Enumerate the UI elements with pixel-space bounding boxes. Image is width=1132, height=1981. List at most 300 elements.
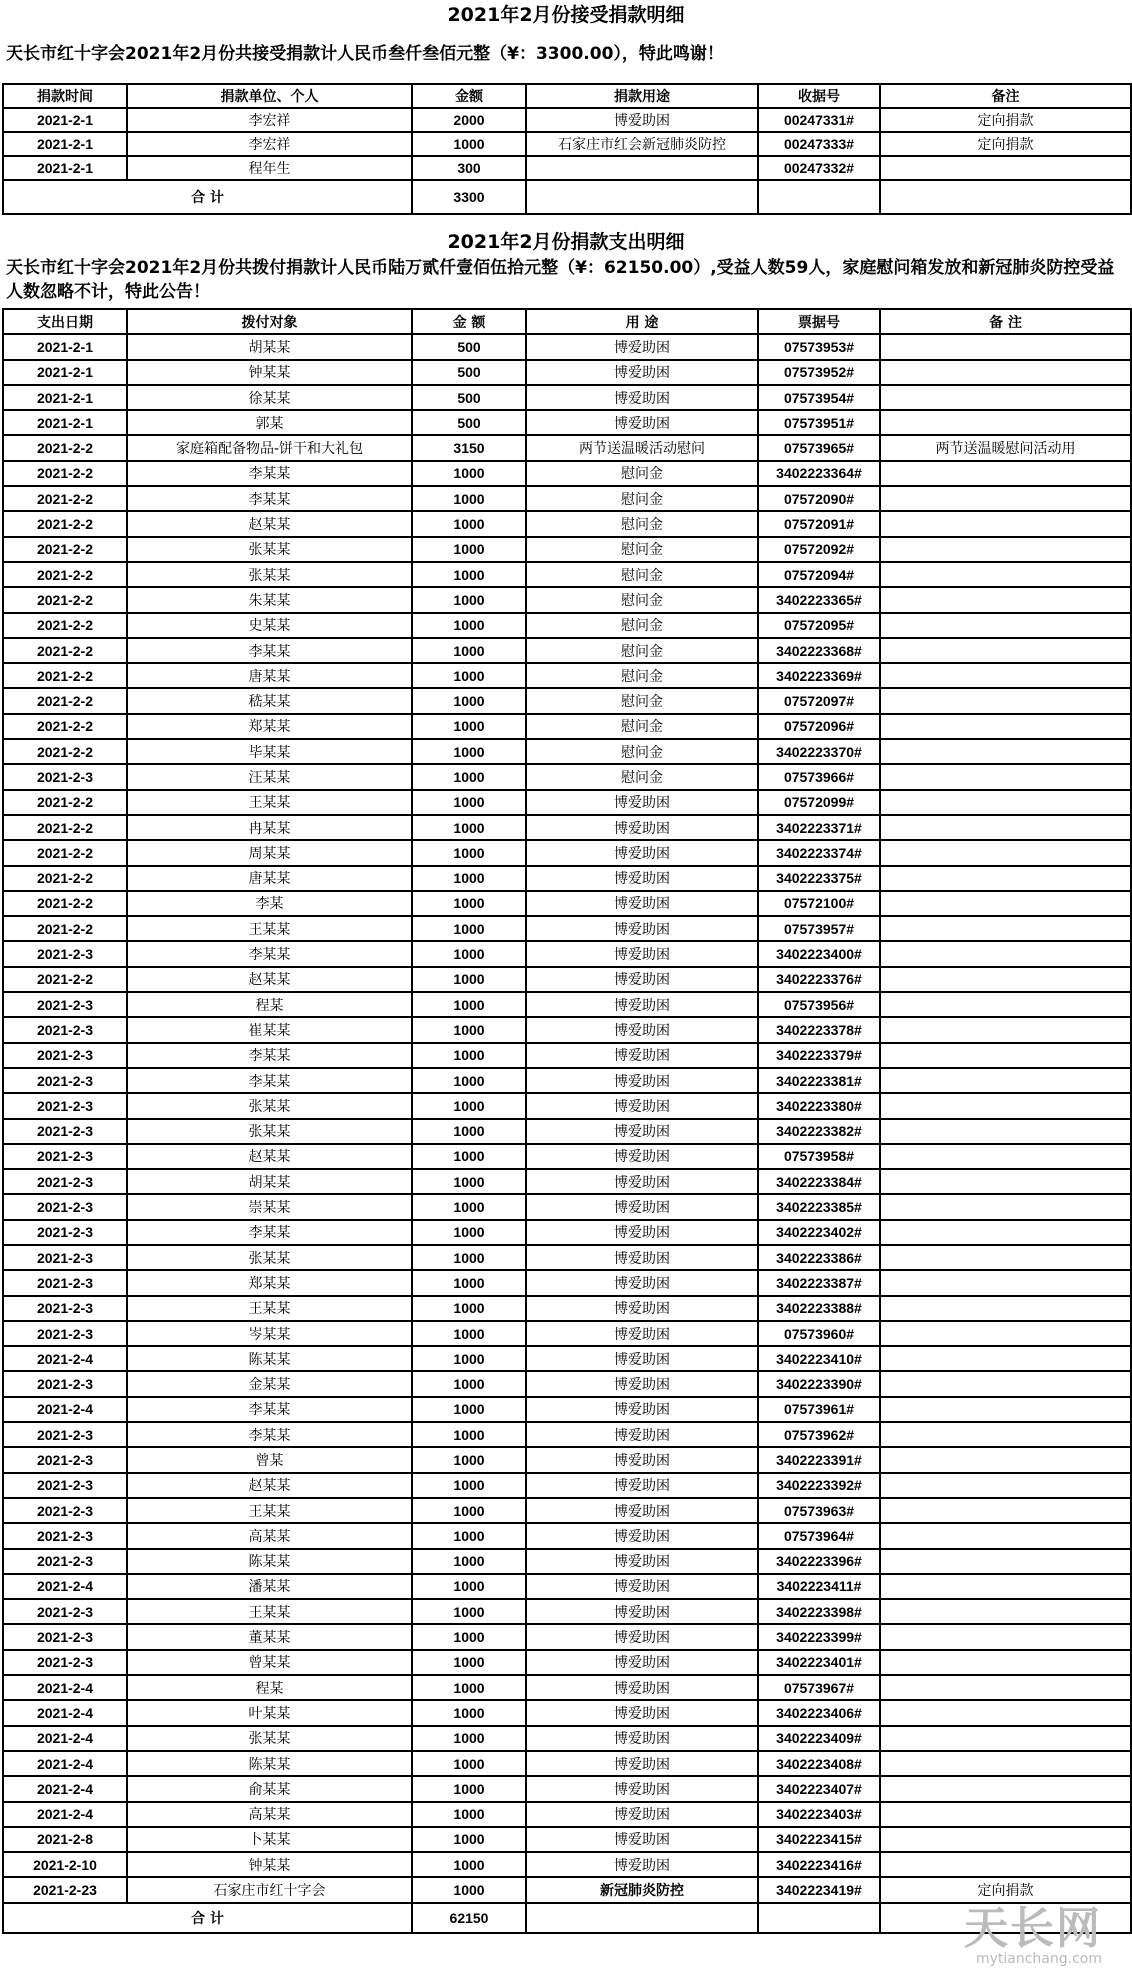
table-cell	[880, 1751, 1131, 1776]
table-row	[3, 967, 1131, 992]
table-cell: 2021-2-3	[3, 1169, 127, 1194]
table-cell: 07573958#	[758, 1144, 880, 1169]
table-cell: 2021-2-3	[3, 1296, 127, 1321]
table-cell: 07573953#	[758, 334, 880, 359]
table-cell: 张某某	[127, 1245, 412, 1270]
table-row	[3, 1549, 1131, 1574]
table-cell: 2021-2-2	[3, 486, 127, 511]
table-cell: 冉某某	[127, 815, 412, 840]
table-cell: 郑某某	[127, 1270, 412, 1295]
table-row	[3, 714, 1131, 739]
table-row	[3, 866, 1131, 891]
table-cell: 3402223365#	[758, 587, 880, 612]
table-cell: 博爱助困	[526, 1397, 758, 1422]
table-cell: 曾某某	[127, 1650, 412, 1675]
table-cell: 2021-2-2	[3, 663, 127, 688]
table-cell	[880, 714, 1131, 739]
table-cell	[880, 461, 1131, 486]
table-cell: 慰问金	[526, 688, 758, 713]
table-cell: 慰问金	[526, 511, 758, 536]
table-cell: 2021-2-2	[3, 916, 127, 941]
table-cell: 博爱助困	[526, 1599, 758, 1624]
table-cell: 2021-2-3	[3, 1650, 127, 1675]
table-row	[3, 688, 1131, 713]
table-row	[3, 1877, 1131, 1902]
table-cell: 2021-2-10	[3, 1852, 127, 1877]
table-cell: 1000	[412, 1371, 526, 1396]
table-cell: 王某某	[127, 916, 412, 941]
table-row	[3, 992, 1131, 1017]
table-cell: 2021-2-3	[3, 1043, 127, 1068]
table-cell: 博爱助困	[526, 1726, 758, 1751]
table-cell: 1000	[412, 1574, 526, 1599]
table-row	[3, 1675, 1131, 1700]
table-cell	[880, 638, 1131, 663]
table-cell: 2021-2-1	[3, 360, 127, 385]
table-cell: 汪某某	[127, 764, 412, 789]
table-cell: 李某某	[127, 486, 412, 511]
table-cell: 博爱助困	[526, 1574, 758, 1599]
table-cell: 07572090#	[758, 486, 880, 511]
table-cell: 博爱助困	[526, 1473, 758, 1498]
table-cell: 毕某某	[127, 739, 412, 764]
table-cell: 2021-2-3	[3, 1599, 127, 1624]
table-cell: 1000	[412, 764, 526, 789]
table-cell: 程某	[127, 1675, 412, 1700]
table-cell: 07572100#	[758, 891, 880, 916]
table-cell: 3402223392#	[758, 1473, 880, 1498]
table-row	[3, 486, 1131, 511]
watermark-logo: 天长网	[964, 1903, 1102, 1954]
table-cell: 博爱助困	[526, 815, 758, 840]
table-cell: 1000	[412, 840, 526, 865]
table-cell: 3402223396#	[758, 1549, 880, 1574]
table-cell	[880, 180, 1131, 214]
table-cell	[880, 156, 1131, 180]
donation-table-body	[3, 84, 1131, 214]
table-cell: 1000	[412, 1220, 526, 1245]
table-cell: 博爱助困	[526, 1270, 758, 1295]
table-cell	[880, 916, 1131, 941]
table-cell: 李某某	[127, 1068, 412, 1093]
table-cell: 王某某	[127, 790, 412, 815]
table-cell: 定向捐款	[880, 108, 1131, 132]
table-cell: 胡某某	[127, 1169, 412, 1194]
table-cell: 1000	[412, 1726, 526, 1751]
table-cell: 博爱助困	[526, 1498, 758, 1523]
table-cell	[880, 587, 1131, 612]
table-cell: 07573952#	[758, 360, 880, 385]
table-cell	[880, 1852, 1131, 1877]
table-cell: 3150	[412, 435, 526, 460]
table-cell: 1000	[412, 688, 526, 713]
table-cell: 李某某	[127, 461, 412, 486]
table-cell	[880, 866, 1131, 891]
table-cell: 3402223419#	[758, 1877, 880, 1902]
table-row	[3, 739, 1131, 764]
table-cell: 3402223406#	[758, 1700, 880, 1725]
table-row	[3, 537, 1131, 562]
table-cell: 合 计	[3, 180, 412, 214]
donation-table	[2, 83, 1132, 215]
table-cell	[880, 941, 1131, 966]
table-cell: 3402223385#	[758, 1194, 880, 1219]
table-cell	[880, 1776, 1131, 1801]
table-cell: 博爱助困	[526, 385, 758, 410]
table-cell: 用 途	[526, 309, 758, 334]
table-cell: 3402223399#	[758, 1624, 880, 1649]
table-cell: 07572099#	[758, 790, 880, 815]
table-cell: 郭某	[127, 410, 412, 435]
table-cell: 李某某	[127, 638, 412, 663]
table-row	[3, 840, 1131, 865]
table-cell: 1000	[412, 1852, 526, 1877]
table-row	[3, 1473, 1131, 1498]
table-row	[3, 1296, 1131, 1321]
table-cell	[526, 180, 758, 214]
table-cell: 00247333#	[758, 132, 880, 156]
table-row	[3, 1624, 1131, 1649]
table-cell: 2021-2-2	[3, 511, 127, 536]
table-row	[3, 1346, 1131, 1371]
table-cell: 07573961#	[758, 1397, 880, 1422]
table-cell: 2021-2-3	[3, 764, 127, 789]
table-cell: 石家庄市红会新冠肺炎防控	[526, 132, 758, 156]
table-cell: 支出日期	[3, 309, 127, 334]
table-cell: 3402223391#	[758, 1447, 880, 1472]
table-cell: 慰问金	[526, 486, 758, 511]
table-cell: 博爱助困	[526, 410, 758, 435]
table-cell	[880, 764, 1131, 789]
table-cell: 2021-2-2	[3, 714, 127, 739]
table-cell: 定向捐款	[880, 132, 1131, 156]
table-row	[3, 156, 1131, 180]
table-cell: 07573957#	[758, 916, 880, 941]
table-cell: 博爱助困	[526, 1549, 758, 1574]
table-cell: 李某	[127, 891, 412, 916]
table-cell: 两节送温暖慰问活动用	[880, 435, 1131, 460]
table-cell: 1000	[412, 1624, 526, 1649]
table-cell: 捐款时间	[3, 84, 127, 108]
table-cell: 票据号	[758, 309, 880, 334]
table-cell: 博爱助困	[526, 1220, 758, 1245]
table-row	[3, 941, 1131, 966]
table-row	[3, 1270, 1131, 1295]
table-cell: 2021-2-2	[3, 967, 127, 992]
table-cell: 慰问金	[526, 613, 758, 638]
table-cell: 2021-2-2	[3, 562, 127, 587]
table-cell: 1000	[412, 613, 526, 638]
table-cell: 博爱助困	[526, 1346, 758, 1371]
table-cell: 1000	[412, 511, 526, 536]
table-cell: 2021-2-2	[3, 435, 127, 460]
table-cell: 定向捐款	[880, 1877, 1131, 1902]
table-cell: 1000	[412, 1549, 526, 1574]
table-cell: 李某某	[127, 1397, 412, 1422]
table-cell: 3402223387#	[758, 1270, 880, 1295]
table-cell	[880, 1321, 1131, 1346]
table-cell: 3402223375#	[758, 866, 880, 891]
table-cell: 3402223369#	[758, 663, 880, 688]
table-cell	[880, 790, 1131, 815]
table-cell: 博爱助困	[526, 1321, 758, 1346]
table-cell: 岑某某	[127, 1321, 412, 1346]
table-row	[3, 1043, 1131, 1068]
table-cell: 2021-2-3	[3, 1371, 127, 1396]
table-row	[3, 663, 1131, 688]
table-row	[3, 1802, 1131, 1827]
table-row	[3, 1776, 1131, 1801]
table-cell: 1000	[412, 638, 526, 663]
table-cell: 2021-2-2	[3, 790, 127, 815]
table-cell: 陈某某	[127, 1751, 412, 1776]
table-cell: 2021-2-2	[3, 688, 127, 713]
table-cell: 2021-2-4	[3, 1776, 127, 1801]
table-row	[3, 132, 1131, 156]
table-cell: 程年生	[127, 156, 412, 180]
table-cell: 慰问金	[526, 663, 758, 688]
table-cell	[880, 1169, 1131, 1194]
table-cell: 3300	[412, 180, 526, 214]
table-cell: 3402223382#	[758, 1119, 880, 1144]
table-cell: 1000	[412, 1194, 526, 1219]
table-cell: 07572096#	[758, 714, 880, 739]
table-cell: 1000	[412, 1245, 526, 1270]
table-cell: 3402223380#	[758, 1093, 880, 1118]
table-cell: 1000	[412, 1321, 526, 1346]
table-cell: 李宏祥	[127, 132, 412, 156]
table-cell: 07572094#	[758, 562, 880, 587]
table-cell: 张某某	[127, 562, 412, 587]
table-cell: 00247331#	[758, 108, 880, 132]
table-row	[3, 1194, 1131, 1219]
table-cell: 3402223364#	[758, 461, 880, 486]
table-cell	[758, 180, 880, 214]
table-cell: 2021-2-4	[3, 1700, 127, 1725]
table-cell: 崇某某	[127, 1194, 412, 1219]
table-row	[3, 1119, 1131, 1144]
table-cell: 捐款用途	[526, 84, 758, 108]
table-cell: 1000	[412, 967, 526, 992]
table-cell: 唐某某	[127, 663, 412, 688]
table-cell: 1000	[412, 663, 526, 688]
table-cell	[880, 385, 1131, 410]
table-cell: 3402223388#	[758, 1296, 880, 1321]
table-cell	[880, 1549, 1131, 1574]
table-cell: 2021-2-3	[3, 1220, 127, 1245]
table-cell: 备注	[880, 84, 1131, 108]
table-cell: 1000	[412, 1422, 526, 1447]
table-cell: 潘某某	[127, 1574, 412, 1599]
table-cell: 1000	[412, 916, 526, 941]
table-cell: 1000	[412, 1751, 526, 1776]
table-cell: 1000	[412, 1397, 526, 1422]
table-cell: 2021-2-23	[3, 1877, 127, 1902]
table-cell	[880, 1397, 1131, 1422]
table-cell	[880, 1624, 1131, 1649]
table-row	[3, 562, 1131, 587]
table-cell: 慰问金	[526, 537, 758, 562]
table-cell	[880, 739, 1131, 764]
table-cell: 1000	[412, 1599, 526, 1624]
table-cell: 1000	[412, 1802, 526, 1827]
table-cell: 2021-2-3	[3, 1119, 127, 1144]
table-cell: 3402223390#	[758, 1371, 880, 1396]
table-cell	[880, 410, 1131, 435]
table-cell	[880, 1802, 1131, 1827]
table-cell: 博爱助困	[526, 967, 758, 992]
table-cell: 王某某	[127, 1296, 412, 1321]
table-cell: 1000	[412, 1827, 526, 1852]
table-row	[3, 410, 1131, 435]
table-cell: 金某某	[127, 1371, 412, 1396]
table-cell: 1000	[412, 714, 526, 739]
table-cell: 赵某某	[127, 1473, 412, 1498]
table-header-row	[3, 84, 1131, 108]
table-cell: 3402223374#	[758, 840, 880, 865]
table-cell: 2021-2-3	[3, 1473, 127, 1498]
table-cell: 陈某某	[127, 1346, 412, 1371]
expense-title: 2021年2月份捐款支出明细	[447, 231, 685, 253]
table-cell: 博爱助困	[526, 360, 758, 385]
table-cell: 博爱助困	[526, 916, 758, 941]
table-cell: 高某某	[127, 1802, 412, 1827]
table-cell: 1000	[412, 132, 526, 156]
table-cell: 博爱助困	[526, 891, 758, 916]
table-cell	[880, 1245, 1131, 1270]
table-cell: 3402223376#	[758, 967, 880, 992]
table-row	[3, 1827, 1131, 1852]
table-cell: 1000	[412, 1498, 526, 1523]
table-cell	[880, 967, 1131, 992]
table-cell	[880, 1574, 1131, 1599]
table-cell	[880, 1144, 1131, 1169]
table-cell: 1000	[412, 1675, 526, 1700]
table-cell: 3402223386#	[758, 1245, 880, 1270]
table-cell: 3402223411#	[758, 1574, 880, 1599]
table-cell: 1000	[412, 1270, 526, 1295]
table-cell: 1000	[412, 1877, 526, 1902]
table-cell: 王某某	[127, 1599, 412, 1624]
table-cell: 1000	[412, 587, 526, 612]
table-row	[3, 1144, 1131, 1169]
table-cell: 07573951#	[758, 410, 880, 435]
table-total-row	[3, 180, 1131, 214]
table-cell	[880, 1422, 1131, 1447]
table-row	[3, 1321, 1131, 1346]
table-cell	[880, 663, 1131, 688]
table-cell: 2000	[412, 108, 526, 132]
table-cell: 3402223400#	[758, 941, 880, 966]
table-cell: 2021-2-3	[3, 1447, 127, 1472]
table-cell: 2021-2-1	[3, 132, 127, 156]
table-cell: 徐某某	[127, 385, 412, 410]
table-cell: 1000	[412, 1043, 526, 1068]
table-cell: 1000	[412, 866, 526, 891]
table-cell: 1000	[412, 1700, 526, 1725]
table-cell: 3402223410#	[758, 1346, 880, 1371]
table-cell	[880, 688, 1131, 713]
table-cell: 3402223381#	[758, 1068, 880, 1093]
table-cell: 1000	[412, 1296, 526, 1321]
table-cell: 07573954#	[758, 385, 880, 410]
table-cell: 2021-2-2	[3, 638, 127, 663]
table-cell	[880, 334, 1131, 359]
table-cell	[880, 613, 1131, 638]
table-cell: 3402223407#	[758, 1776, 880, 1801]
table-cell: 3402223370#	[758, 739, 880, 764]
table-cell: 500	[412, 385, 526, 410]
table-cell	[880, 1827, 1131, 1852]
table-cell: 博爱助困	[526, 1017, 758, 1042]
table-row	[3, 108, 1131, 132]
table-row	[3, 435, 1131, 460]
table-cell	[880, 537, 1131, 562]
table-cell: 3402223384#	[758, 1169, 880, 1194]
table-cell: 慰问金	[526, 461, 758, 486]
table-cell: 3402223371#	[758, 815, 880, 840]
table-cell: 赵某某	[127, 967, 412, 992]
table-cell: 3402223379#	[758, 1043, 880, 1068]
table-cell: 1000	[412, 739, 526, 764]
table-cell: 07572095#	[758, 613, 880, 638]
table-cell: 2021-2-2	[3, 461, 127, 486]
table-row	[3, 1245, 1131, 1270]
table-cell: 07572097#	[758, 688, 880, 713]
table-cell: 1000	[412, 1473, 526, 1498]
table-row	[3, 334, 1131, 359]
table-cell: 1000	[412, 1068, 526, 1093]
table-cell: 董某某	[127, 1624, 412, 1649]
table-cell: 慰问金	[526, 764, 758, 789]
table-row	[3, 1523, 1131, 1548]
table-cell	[880, 1473, 1131, 1498]
table-cell: 1000	[412, 1093, 526, 1118]
table-cell: 慰问金	[526, 714, 758, 739]
table-cell: 1000	[412, 790, 526, 815]
table-cell: 3402223398#	[758, 1599, 880, 1624]
table-cell: 博爱助困	[526, 866, 758, 891]
table-cell: 2021-2-3	[3, 1144, 127, 1169]
table-row	[3, 511, 1131, 536]
table-cell: 07573956#	[758, 992, 880, 1017]
table-row	[3, 1371, 1131, 1396]
table-cell: 2021-2-2	[3, 613, 127, 638]
table-cell: 博爱助困	[526, 108, 758, 132]
table-cell: 周某某	[127, 840, 412, 865]
watermark-url: mytianchang.com	[975, 1951, 1102, 1967]
table-cell: 2021-2-1	[3, 156, 127, 180]
table-cell	[880, 992, 1131, 1017]
table-cell: 07573966#	[758, 764, 880, 789]
table-cell: 1000	[412, 1650, 526, 1675]
table-row	[3, 461, 1131, 486]
table-cell: 2021-2-4	[3, 1802, 127, 1827]
table-cell: 2021-2-1	[3, 334, 127, 359]
table-cell: 新冠肺炎防控	[526, 1877, 758, 1902]
table-cell	[880, 1220, 1131, 1245]
table-cell: 博爱助困	[526, 1169, 758, 1194]
table-cell: 博爱助困	[526, 334, 758, 359]
table-cell: 李某某	[127, 1220, 412, 1245]
table-cell: 62150	[412, 1903, 526, 1933]
table-cell: 1000	[412, 562, 526, 587]
table-cell	[880, 1068, 1131, 1093]
table-cell: 李某某	[127, 1422, 412, 1447]
table-cell: 2021-2-1	[3, 385, 127, 410]
table-cell: 2021-2-3	[3, 1549, 127, 1574]
table-cell: 1000	[412, 891, 526, 916]
